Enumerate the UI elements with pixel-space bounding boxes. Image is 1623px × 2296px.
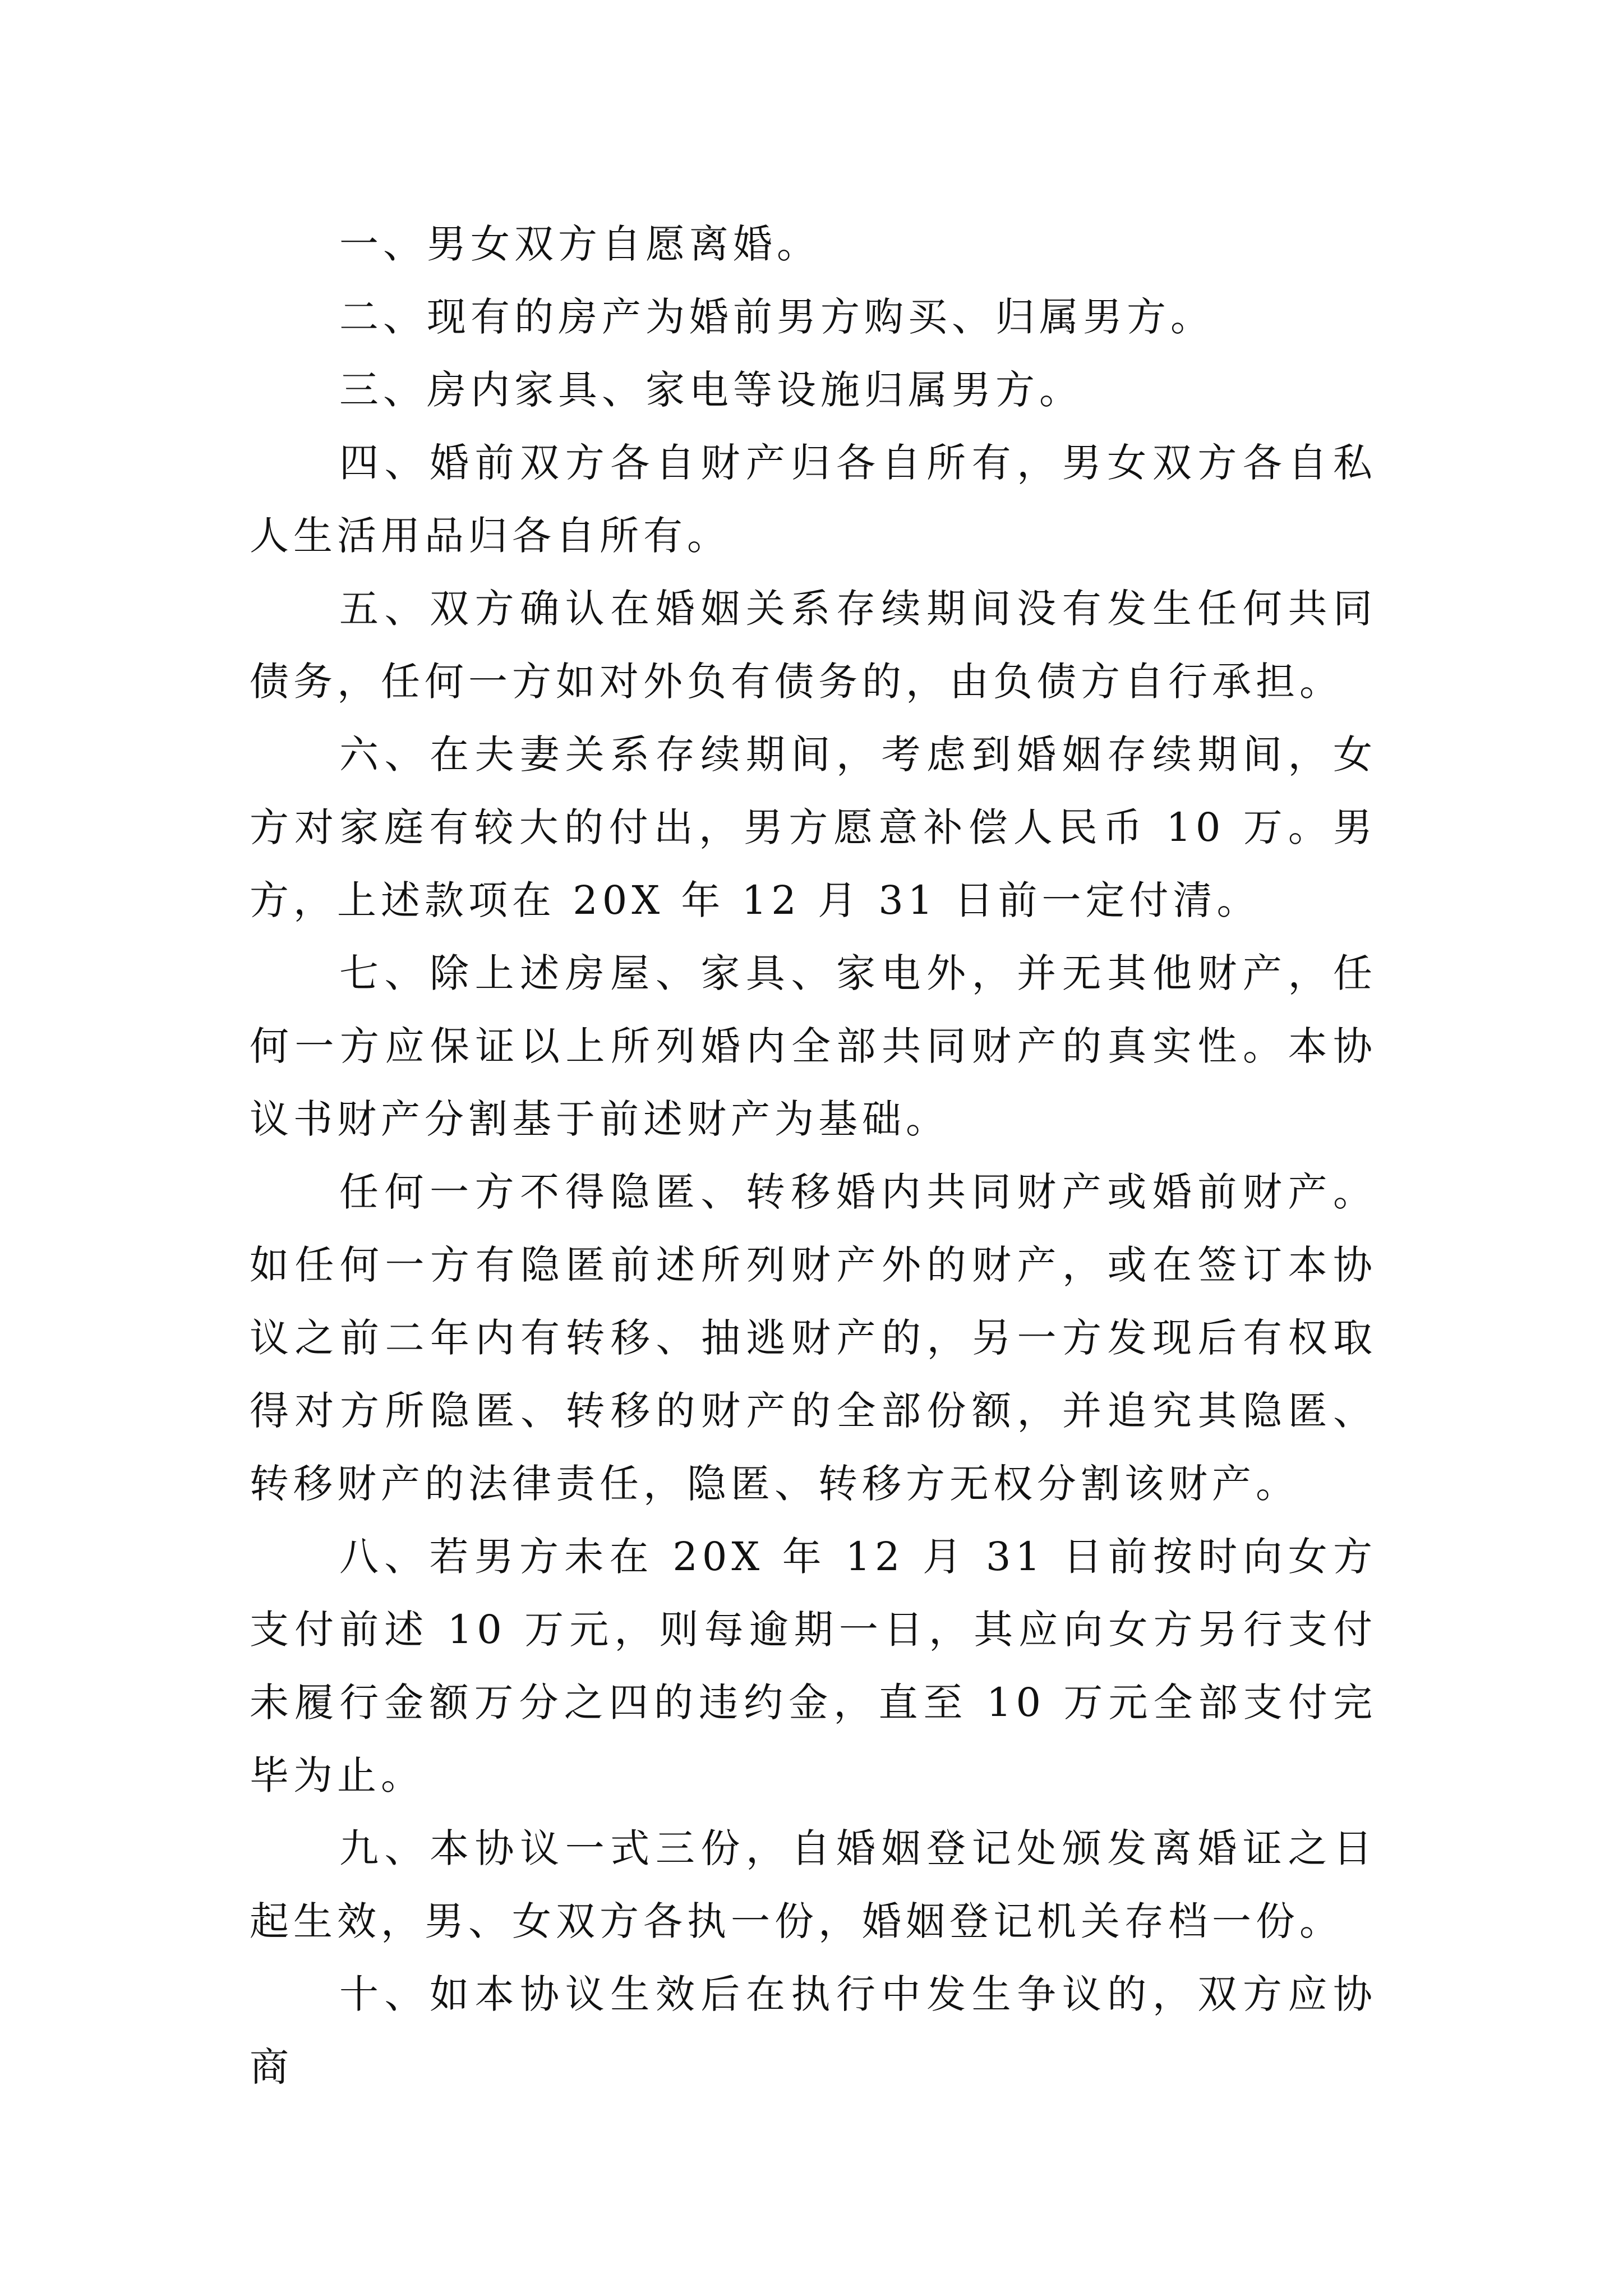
document-body [250,208,1377,2104]
clause-10: 十、如本协议生效后在执行中发生争议的，双方应协商 [250,1971,1377,2090]
clause-6: 六、在夫妻关系存续期间，考虑到婚姻存续期间，女方对家庭有较大的付出，男方愿意补偿人民币 10 万。男方，上述款项在 20X 年 12 月 31 日前一定付清。 [250,731,1377,923]
clause-2: 二、现有的房产为婚前男方购买、归属男方。 [339,294,1214,340]
clause-9: 九、本协议一式三份，自婚姻登记处颁发离婚证之日起生效，男、女双方各执一份，婚姻登记机关存档一份。 [250,1825,1377,1944]
clause-3: 三、房内家具、家电等设施归属男方。 [339,367,1083,413]
clause-1: 一、男女双方自愿离婚。 [339,221,820,267]
clause-7: 七、除上述房屋、家具、家电外，并无其他财产，任何一方应保证以上所列婚内全部共同财产的真实性。本协议书财产分割基于前述财产为基础。 [250,950,1377,1142]
clause-4: 四、婚前双方各自财产归各自所有，男女双方各自私人生活用品归各自所有。 [250,440,1377,559]
clause-5: 五、双方确认在婚姻关系存续期间没有发生任何共同债务，任何一方如对外负有债务的，由负债方自行承担。 [250,586,1377,705]
clause-8: 八、若男方未在 20X 年 12 月 31 日前按时向女方支付前述 10 万元，则每逾期一日，其应向女方另行支付未履行金额万分之四的违约金，直至 10 万元全部支付完毕为止。 [250,1534,1377,1798]
clause-7-supplement: 任何一方不得隐匿、转移婚内共同财产或婚前财产。如任何一方有隐匿前述所列财产外的财产，或在签订本协议之前二年内有转移、抽逃财产的，另一方发现后有权取得对方所隐匿、转移的财产的全部份额，并追究其隐匿、转移财产的法律责任，隐匿、转移方无权分割该财产。 [250,1169,1377,1507]
